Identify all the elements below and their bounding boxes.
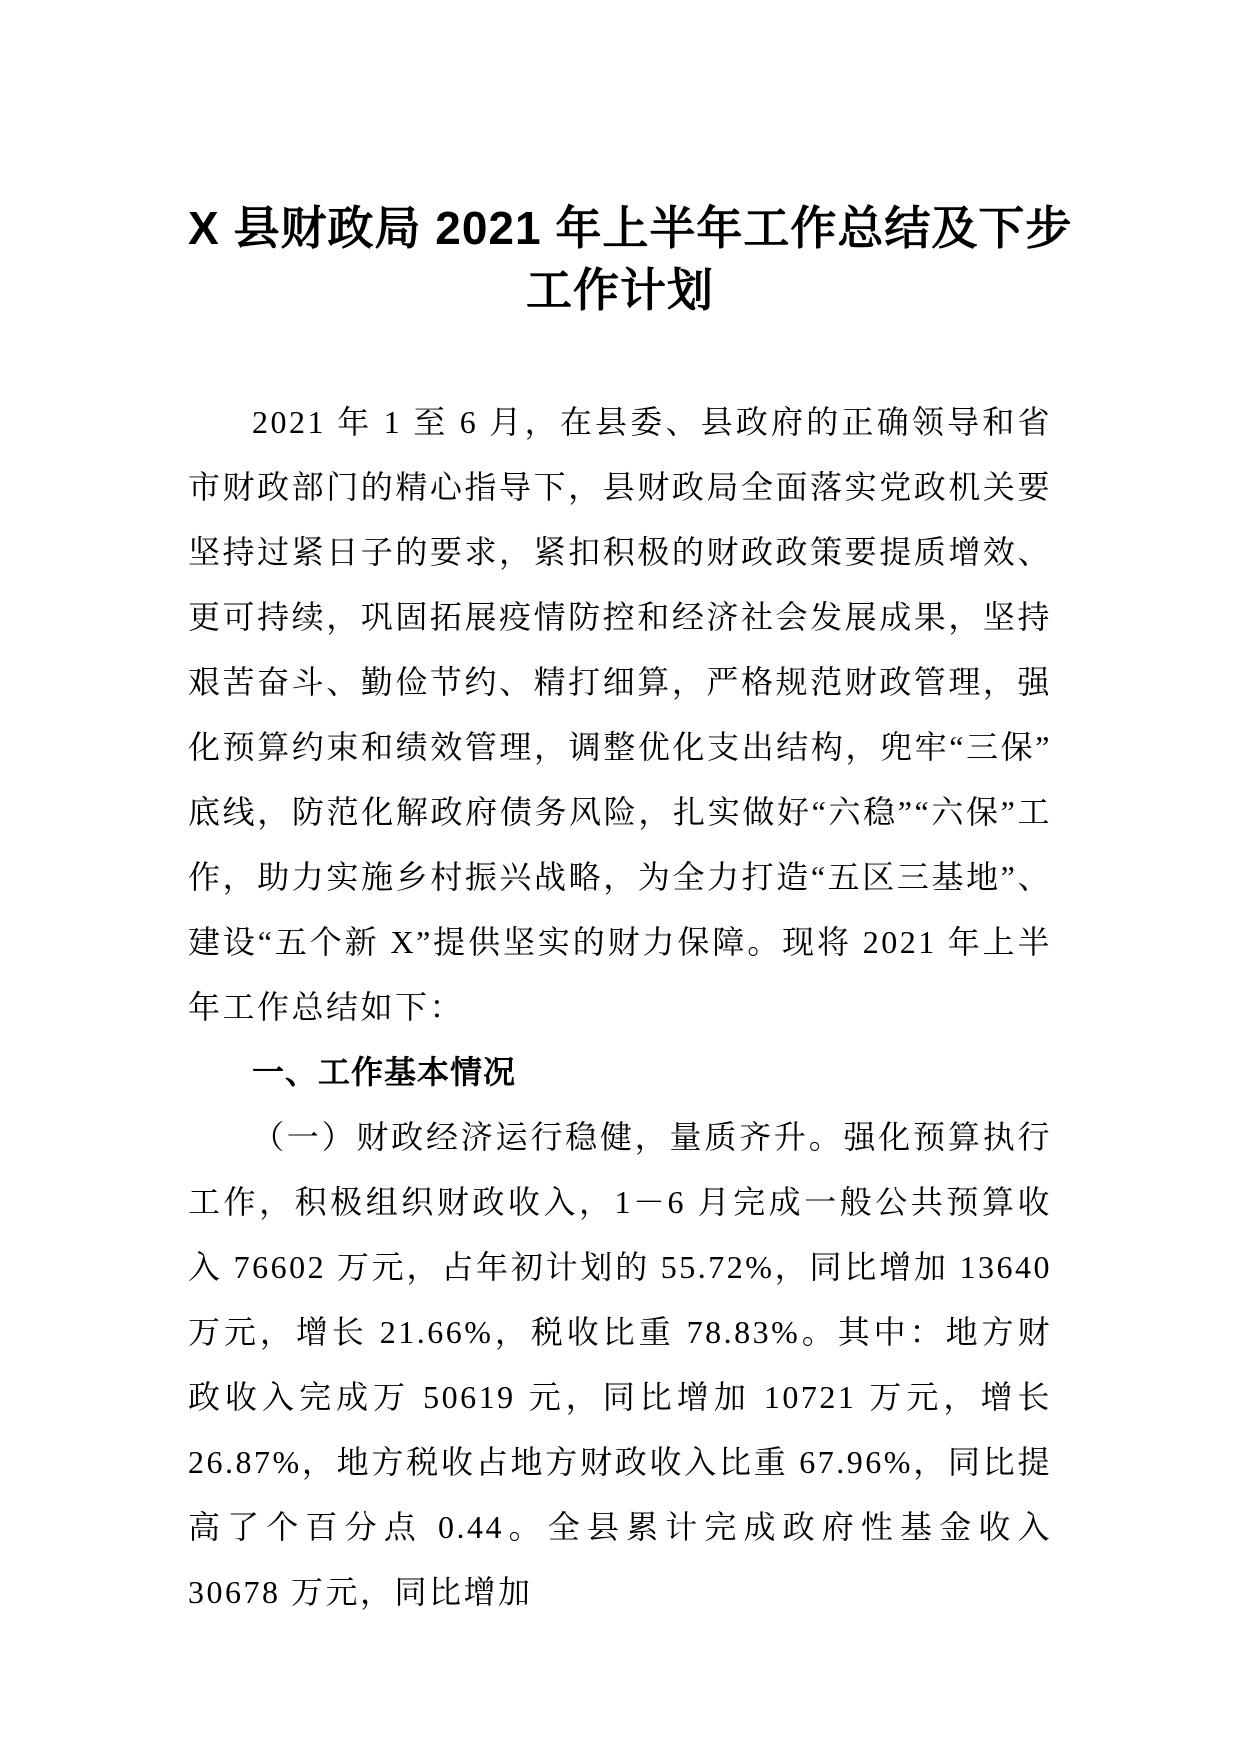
document-body [188, 390, 1052, 1625]
intro-paragraph: 2021 年 1 至 6 月，在县委、县政府的正确领导和省市财政部门的精心指导下，县财政局全面落实党政机关要坚持过紧日子的要求，紧扣积极的财政政策要提质增效、更可持续，巩固拓展疫情防控和经济社会发展成果，坚持艰苦奋斗、勤俭节约、精打细算，严格规范财政管理，强化预算约束和绩效管理，调整优化支出结构，兜牢“三保”底线，防范化解政府债务风险，扎实做好“六稳”“六保”工作，助力实施乡村振兴战略，为全力打造“五区三基地”、建设“五个新 X”提供坚实的财力保障。现将 2021 年上半年工作总结如下： [188, 404, 1052, 1025]
section-1-paragraph-1: （一）财政经济运行稳健，量质齐升。强化预算执行工作，积极组织财政收入，1－6 月完成一般公共预算收入 76602 万元，占年初计划的 55.72%，同比增加 13640 万元，增长 21.66%，税收比重 78.83%。其中：地方财政收入完成万 50619 元，同比增加 10721 万元，增长 26.87%，地方税收占地方财政收入比重 67.96%，同比提高了个百分点 0.44。全县累计完成政府性基金收入 30678 万元，同比增加 [188, 1119, 1052, 1610]
title-line-2: 工作计划 [526, 264, 714, 316]
document-title [188, 197, 1073, 321]
section-1-heading: 一、工作基本情况 [252, 1054, 517, 1090]
title-line-1: X 县财政局 2021 年上半年工作总结及下步 [188, 202, 1073, 254]
